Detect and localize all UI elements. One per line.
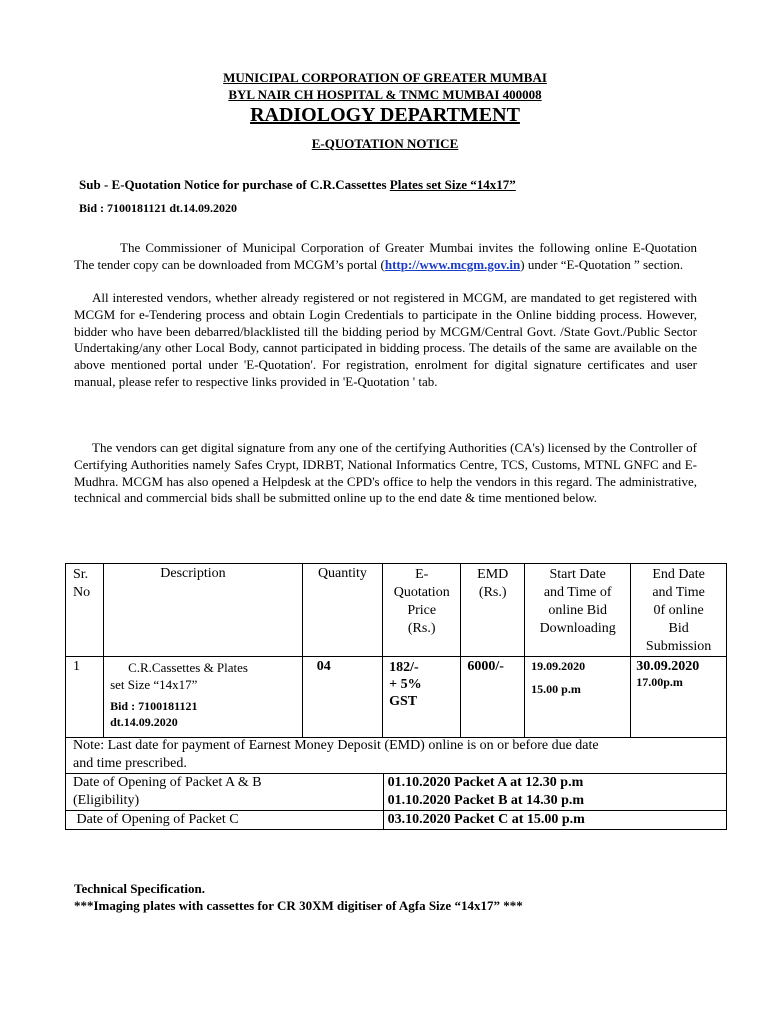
row-start-time: 15.00 p.m <box>531 682 581 696</box>
opening-value <box>383 774 726 811</box>
row-price-line: 182/- <box>389 660 419 675</box>
row-start <box>525 657 631 738</box>
emd-note-line: Note: Last date for payment of Earnest Money Deposit (EMD) online is on or before due date <box>73 738 599 753</box>
header-emd-line: EMD <box>477 567 509 582</box>
header-sr <box>66 564 104 657</box>
opening-value-line: 01.10.2020 Packet B at 14.30 p.m <box>387 793 585 808</box>
notice-title: E-QUOTATION NOTICE <box>311 136 459 151</box>
header-emd <box>461 564 525 657</box>
opening-row <box>66 811 727 830</box>
header-start-line: Downloading <box>539 621 616 636</box>
header-end-line: End Date <box>652 567 705 582</box>
header-price <box>383 564 461 657</box>
emd-note <box>66 737 727 774</box>
opening-value: 03.10.2020 Packet C at 15.00 p.m <box>383 811 726 830</box>
header-start <box>525 564 631 657</box>
row-quantity: 04 <box>302 657 382 738</box>
subject-prefix: Sub - E-Quotation Notice for purchase of C.R.Cassettes <box>79 177 390 192</box>
registration-paragraph: All interested vendors, whether already registered or not registered in MCGM, are mandated to get registered with MCGM for e-Tendering process and obtain Login Credentials to participate in the Online bidding process. However, bidder who have been debarred/blacklisted till the bidding period by MCGM/Central Govt. /State Govt./Public Sector Undertaking/any other Local Body, cannot participated in bidding process. The details of the same are available on the above mentioned portal under 'E-Quotation'. For registration, enrolment for digital signature certificates and user manual, please refer to respective links provided in 'E-Quotation ' tab. <box>74 290 697 389</box>
row-start-date: 19.09.2020 <box>531 659 586 673</box>
opening-label-line: Date of Opening of Packet A & B <box>73 775 262 790</box>
opening-label <box>66 774 384 811</box>
row-emd: 6000/- <box>461 657 525 738</box>
header-price-line: E- <box>415 567 429 582</box>
row-bid-line: dt.14.09.2020 <box>110 715 178 729</box>
header-start-line: online Bid <box>548 603 608 618</box>
header-end <box>631 564 727 657</box>
header-description: Description <box>104 564 303 657</box>
row-end-time: 17.00p.m <box>636 675 683 689</box>
header-price-line: (Rs.) <box>407 621 436 636</box>
subject-line <box>79 177 516 193</box>
row-description-line: set Size “14x17” <box>110 677 198 692</box>
header-sr-line: Sr. <box>73 567 89 582</box>
department-title: RADIOLOGY DEPARTMENT <box>250 104 520 126</box>
row-bid-line: Bid : 7100181121 <box>110 699 198 713</box>
org-name: MUNICIPAL CORPORATION OF GREATER MUMBAI <box>223 70 547 85</box>
table-row <box>66 657 727 738</box>
note-row <box>66 737 727 774</box>
row-sr: 1 <box>66 657 104 738</box>
row-description-line: C.R.Cassettes & Plates <box>128 660 248 675</box>
opening-label: Date of Opening of Packet C <box>66 811 384 830</box>
header-end-line: 0f online <box>653 603 704 618</box>
opening-table <box>65 774 727 830</box>
header-price-line: Price <box>407 603 437 618</box>
subject-underlined: Plates set Size “14x17” <box>389 177 516 192</box>
row-price-line: + 5% <box>389 677 422 692</box>
opening-label-line: (Eligibility) <box>73 793 140 808</box>
header-end-line: Submission <box>645 639 712 654</box>
opening-row <box>66 774 727 811</box>
intro-text: The Commissioner of Municipal Corporation of Greater Mumbai invites the following online E-Quotation The tender copy can be downloaded from MCGM’s portal ( <box>74 240 697 272</box>
hospital-name: BYL NAIR CH HOSPITAL & TNMC MUMBAI 400008 <box>228 87 542 102</box>
row-end <box>631 657 727 738</box>
technical-heading: Technical Specification. <box>74 881 205 896</box>
header-start-line: Start Date <box>549 567 606 582</box>
row-description <box>104 657 303 738</box>
technical-line: ***Imaging plates with cassettes for CR 30XM digitiser of Agfa Size “14x17” *** <box>74 898 523 913</box>
row-price-line: GST <box>389 694 418 709</box>
header-end-line: and Time <box>652 585 705 600</box>
header-end-line: Bid <box>668 621 689 636</box>
intro-paragraph <box>74 240 697 274</box>
quotation-table <box>65 563 727 738</box>
table-header-row <box>66 564 727 657</box>
bid-line: Bid : 7100181121 dt.14.09.2020 <box>79 201 238 215</box>
intro-text-end: ) under “E-Quotation ” section. <box>520 256 684 272</box>
emd-note-line: and time prescribed. <box>73 756 187 771</box>
portal-link[interactable]: http://www.mcgm.gov.in <box>384 256 521 272</box>
note-table <box>65 737 727 774</box>
row-price <box>383 657 461 738</box>
header-price-line: Quotation <box>393 585 450 600</box>
header-quantity: Quantity <box>302 564 382 657</box>
signature-paragraph: The vendors can get digital signature from any one of the certifying Authorities (CA's) licensed by the Controller of Certifying Authorities namely Safes Crypt, IDRBT, National Informatics Centre, TCS, Customs, MTNL GNFC and E-Mudhra. MCGM has also opened a Helpdesk at the CPD's office to help the vendors in this regard. The administrative, technical and commercial bids shall be submitted online up to the end date & time mentioned below. <box>74 440 697 506</box>
header-emd-line: (Rs.) <box>478 585 507 600</box>
header-sr-line: No <box>73 585 91 600</box>
row-end-date: 30.09.2020 <box>636 659 700 674</box>
header-start-line: and Time of <box>543 585 612 600</box>
opening-value-line: 01.10.2020 Packet A at 12.30 p.m <box>387 775 584 790</box>
